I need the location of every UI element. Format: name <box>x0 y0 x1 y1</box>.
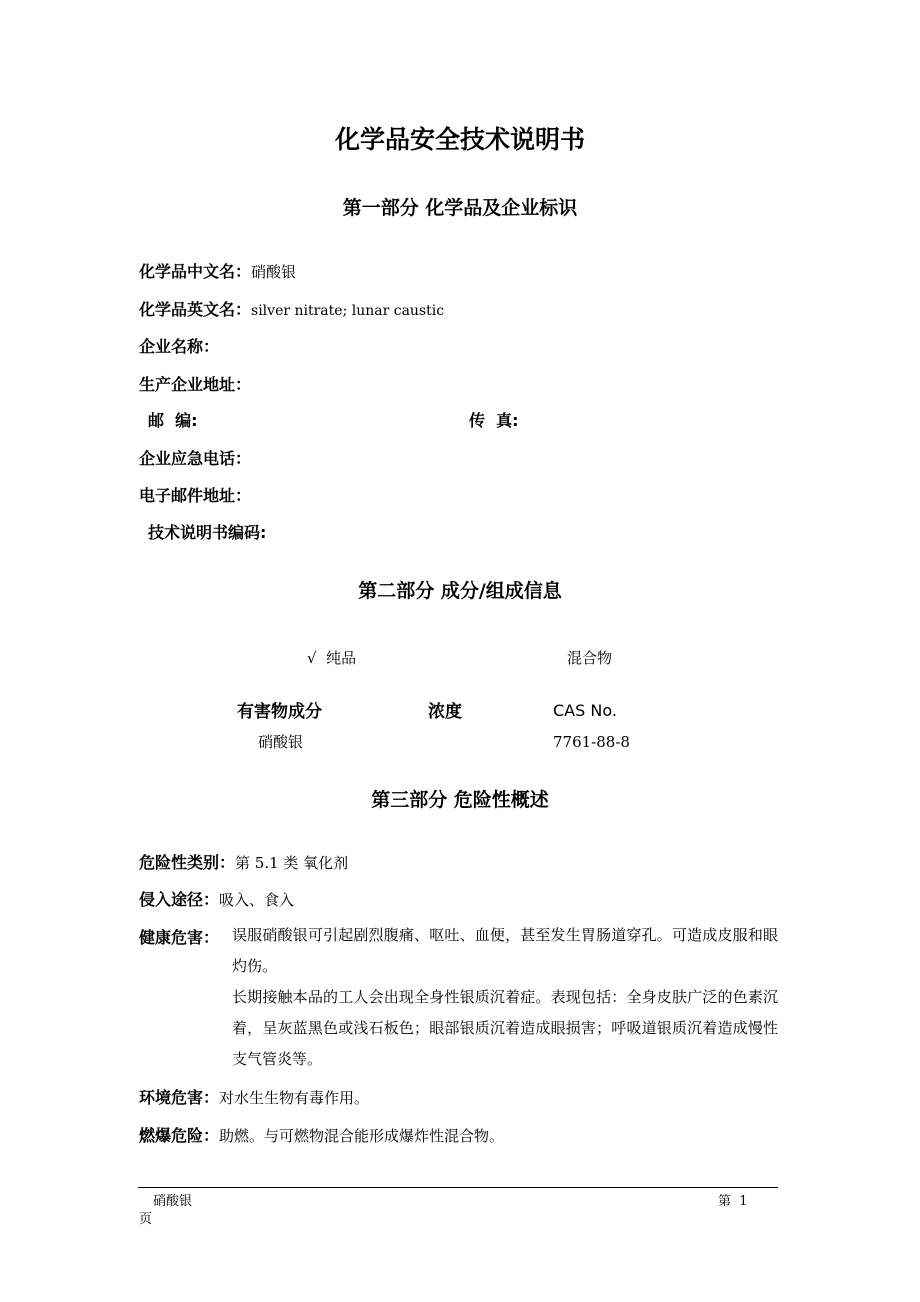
en-name-label: 化学品英文名： <box>139 300 252 319</box>
hazard-class-row <box>139 850 348 873</box>
col-header-component: 有害物成分 <box>237 702 322 722</box>
en-name-row <box>139 297 444 320</box>
address-label: 生产企业地址： <box>139 375 252 394</box>
hazard-class-label: 危险性类别： <box>139 853 236 872</box>
document-title: 化学品安全技术说明书 <box>334 125 585 154</box>
health-label: 健康危害： <box>139 928 220 947</box>
footer-page-number: 第 1 <box>718 1194 748 1209</box>
emergency-phone-label: 企业应急电话： <box>139 449 252 468</box>
email-label: 电子邮件地址： <box>139 486 252 505</box>
footer-divider <box>138 1187 778 1188</box>
fire-value: 助燃。与可燃物混合能形成爆炸性混合物。 <box>219 1127 505 1145</box>
fax-label: 传 真: <box>469 411 519 430</box>
section-heading-part3: 第三部分 危险性概述 <box>371 789 549 811</box>
col-header-concentration: 浓度 <box>428 702 462 722</box>
cn-name-value: 硝酸银 <box>251 263 297 281</box>
fire-label: 燃爆危险： <box>139 1126 220 1145</box>
cn-name-label: 化学品中文名： <box>139 262 252 281</box>
component-cell: 硝酸银 <box>258 733 304 751</box>
mixture-option: 混合物 <box>567 649 613 667</box>
env-value: 对水生生物有毒作用。 <box>219 1089 370 1107</box>
section-heading-part1: 第一部分 化学品及企业标识 <box>342 197 578 219</box>
route-row <box>139 887 294 910</box>
route-label: 侵入途径： <box>139 890 220 909</box>
pure-substance-option: √ 纯品 <box>307 649 357 667</box>
cn-name-row <box>139 259 296 282</box>
sds-code-label: 技术说明书编码: <box>148 523 267 542</box>
env-row <box>139 1085 369 1108</box>
postcode-label: 邮 编: <box>148 411 198 430</box>
route-value: 吸入、食入 <box>219 891 295 909</box>
health-value-1: 误服硝酸银可引起剧烈腹痛、呕吐、血便，甚至发生胃肠道穿孔。可造成皮服和眼灼伤。 <box>232 926 778 975</box>
footer-page-suffix: 页 <box>139 1212 153 1227</box>
cas-cell: 7761-88-8 <box>553 733 630 751</box>
company-label: 企业名称： <box>139 337 220 356</box>
footer-doc-name: 硝酸银 <box>153 1194 193 1209</box>
fire-row <box>139 1123 504 1146</box>
health-value-2: 长期接触本品的工人会出现全身性银质沉着症。表现包括：全身皮肤广泛的色素沉着，呈灰蓝黑色或浅石板色；眼部银质沉着造成眼损害；呼吸道银质沉着造成慢性支气管炎等。 <box>232 988 778 1068</box>
section-heading-part2: 第二部分 成分/组成信息 <box>358 580 562 602</box>
col-header-cas: CAS No. <box>553 701 617 720</box>
hazard-class-value: 第 5.1 类 氧化剂 <box>235 854 349 872</box>
en-name-value: silver nitrate; lunar caustic <box>251 303 445 319</box>
env-label: 环境危害： <box>139 1088 220 1107</box>
